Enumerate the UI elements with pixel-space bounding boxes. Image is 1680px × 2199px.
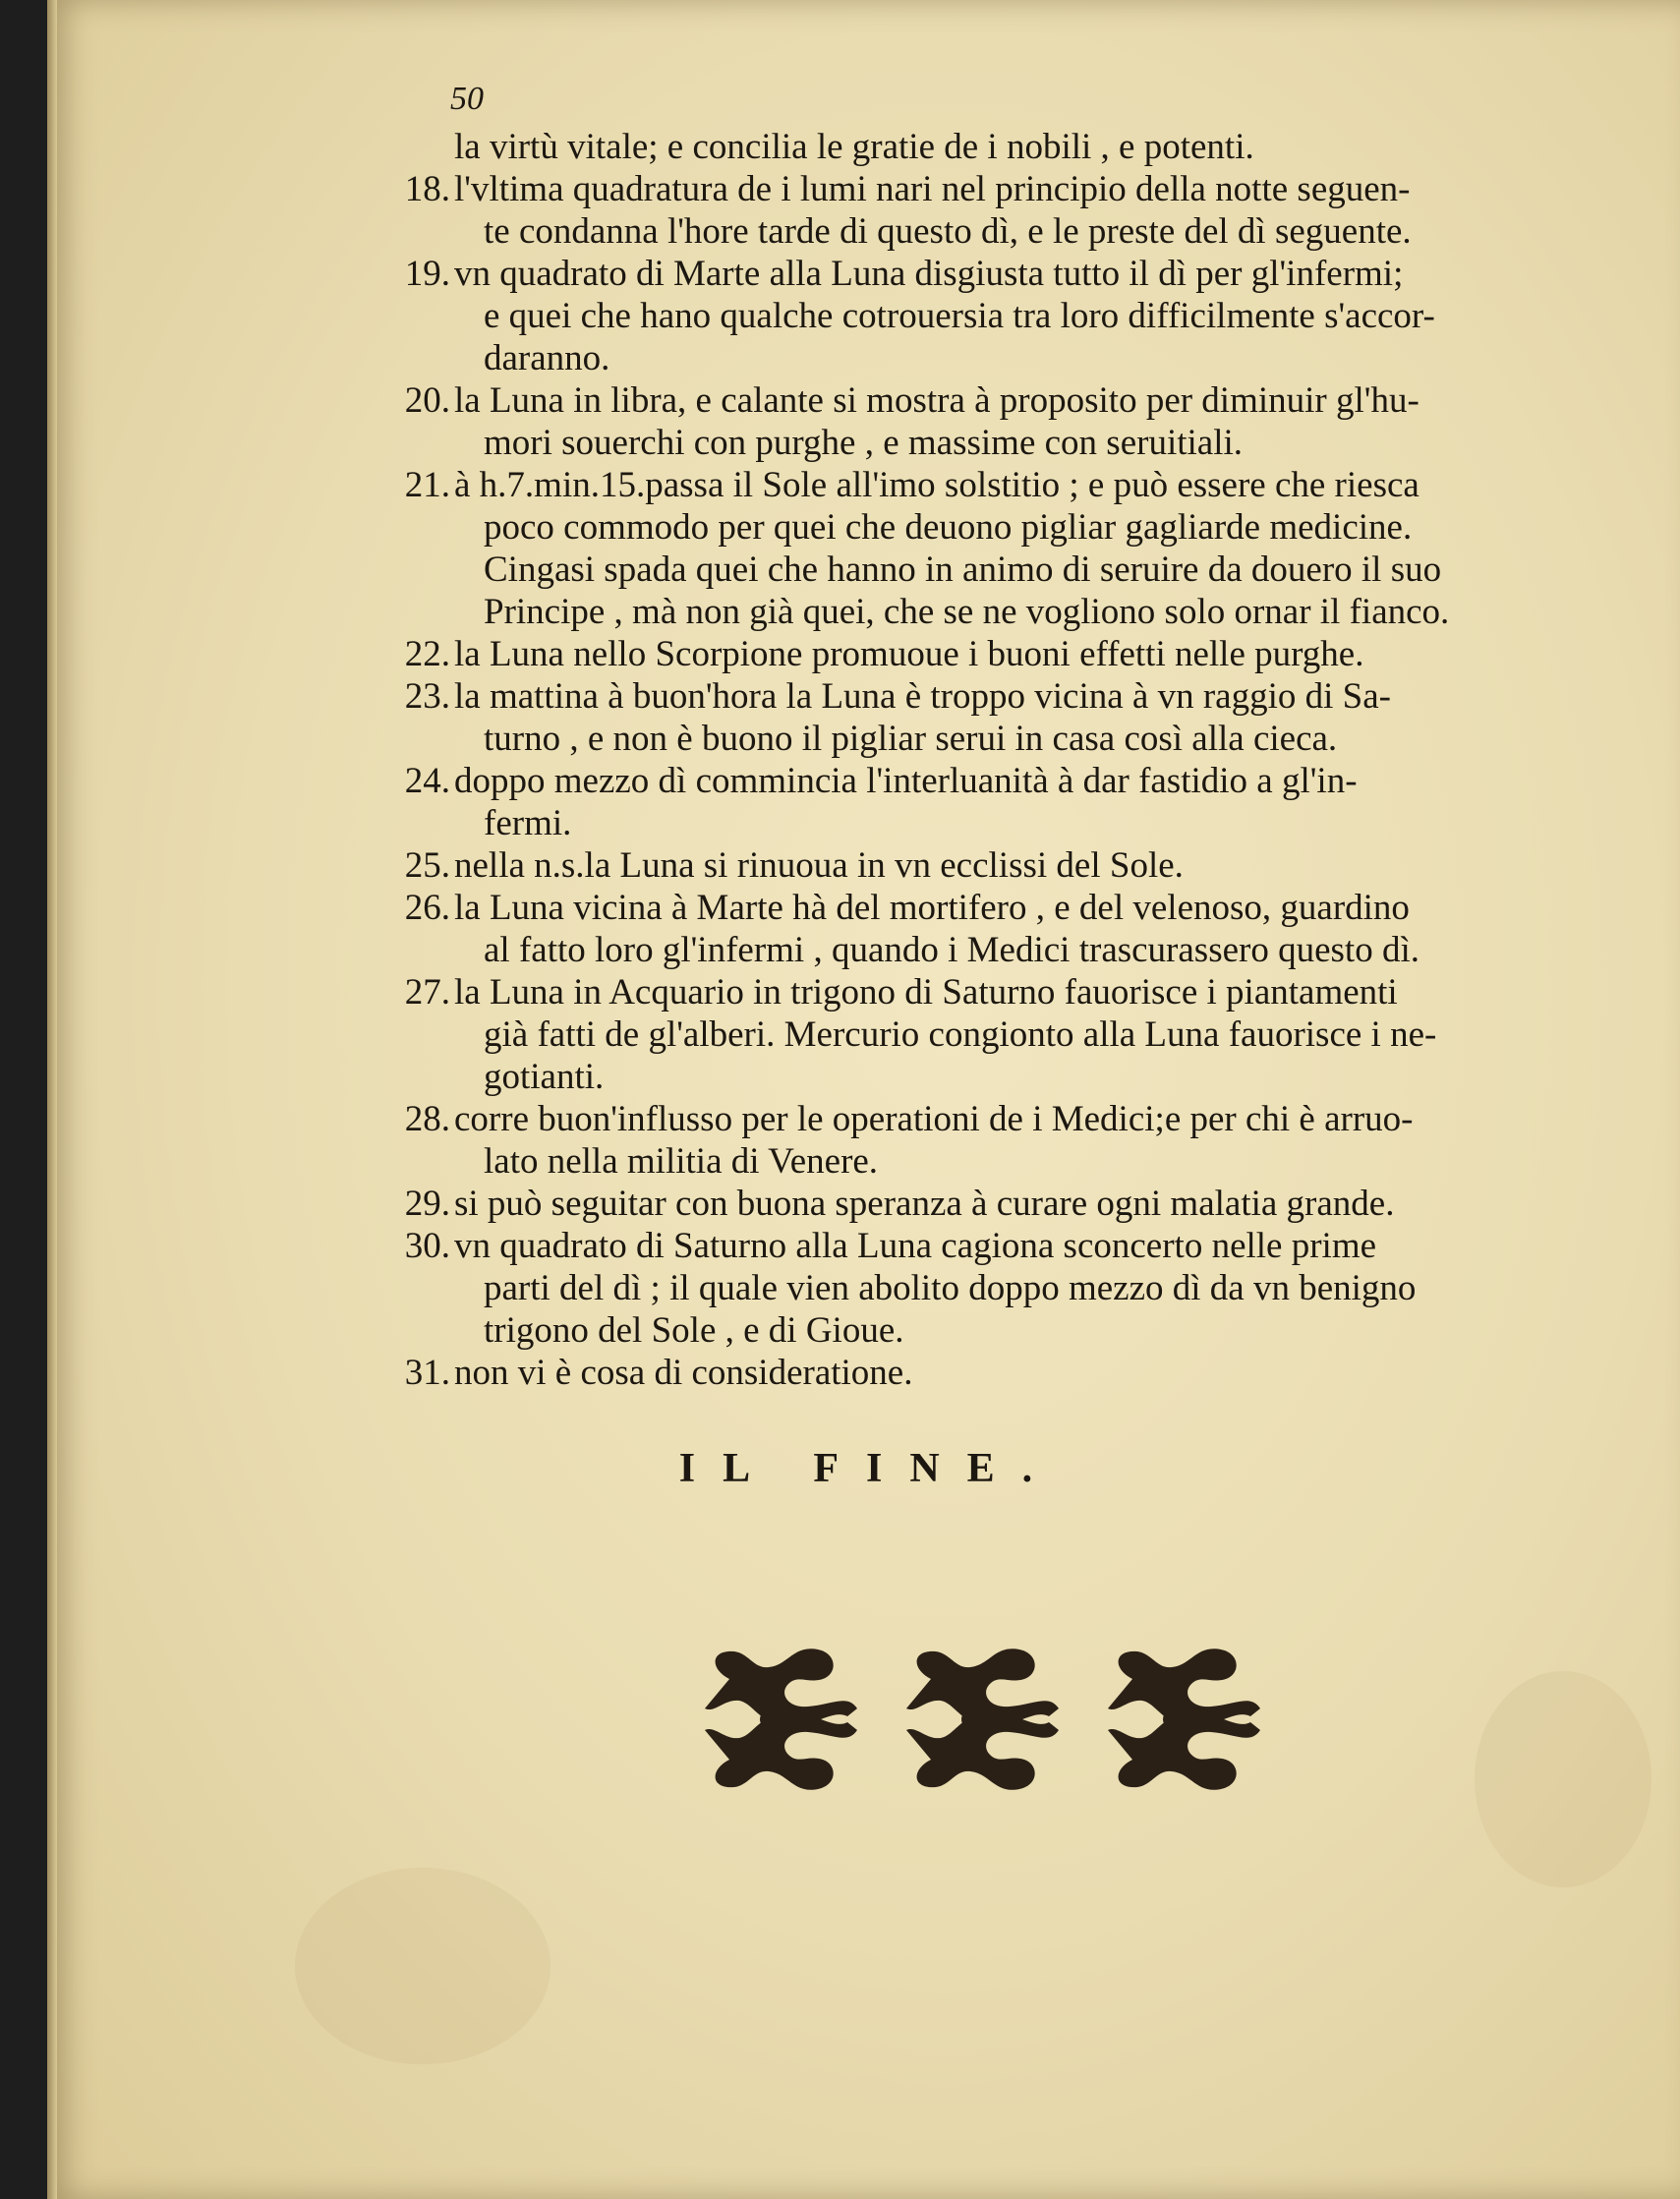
paper-stain	[1475, 1671, 1651, 1887]
entry-text	[454, 675, 1632, 760]
almanac-entry	[393, 379, 1632, 464]
entry-text-line: parti del dì ; il quale vien abolito doppo mezzo dì da vn benigno	[484, 1268, 1417, 1308]
entry-text-line: vn quadrato di Marte alla Luna disgiusta tutto il dì per gl'infermi;	[454, 254, 1404, 294]
entry-day-number: 26.	[404, 888, 450, 928]
intro-line: la virtù vitale; e concilia le gratie de i nobili , e potenti.	[454, 127, 1254, 167]
entry-text-line: trigono del Sole , e di Gioue.	[484, 1310, 904, 1351]
almanac-entry	[393, 844, 1632, 887]
entry-text	[454, 633, 1632, 675]
entry-text-line: poco commodo per quei che deuono pigliar gagliarde medicine.	[484, 507, 1413, 548]
entry-text	[454, 844, 1632, 887]
entry-text-line: e quei che hano qualche cotrouersia tra loro difficilmente s'accor-	[484, 296, 1435, 336]
entry-text	[454, 887, 1632, 971]
almanac-entry	[393, 633, 1632, 675]
entry-day-number: 27.	[404, 972, 450, 1013]
entry-text-line: mori souerchi con purghe , e massime con seruitiali.	[484, 423, 1244, 463]
entry-text-line: Principe , mà non già quei, che se ne vogliono solo ornar il fianco.	[484, 592, 1450, 632]
almanac-entry	[393, 168, 1632, 253]
entry-day-number: 21.	[404, 465, 450, 505]
entry-text-line: non vi è cosa di consideratione.	[454, 1353, 913, 1393]
entry-day-number: 20.	[404, 380, 450, 421]
almanac-entry	[393, 971, 1632, 1098]
entry-day-number: 23.	[404, 676, 450, 717]
ornament-fleuron-right	[1108, 1649, 1260, 1790]
almanac-entry	[393, 464, 1632, 633]
ornament-fleuron-center	[906, 1649, 1059, 1790]
entry-text	[454, 253, 1632, 379]
paper-stain	[295, 1868, 550, 2064]
almanac-entry	[393, 1225, 1632, 1352]
entry-day-number: 28.	[404, 1099, 450, 1139]
entry-text-line: Cingasi spada quei che hanno in animo di seruire da douero il suo	[484, 550, 1442, 590]
entry-text-line: à h.7.min.15.passa il Sole all'imo solstitio ; e può essere che riesca	[454, 465, 1419, 505]
entry-text-line: nella n.s.la Luna si rinuoua in vn ecclissi del Sole.	[454, 845, 1184, 886]
almanac-entry	[393, 887, 1632, 971]
entry-day-number: 18.	[404, 169, 450, 209]
almanac-entry	[393, 760, 1632, 844]
entry-text	[454, 168, 1632, 253]
entry-text-line: l'vltima quadratura de i lumi nari nel principio della notte seguen-	[454, 169, 1411, 209]
almanac-entry	[393, 675, 1632, 760]
entry-text	[454, 379, 1632, 464]
entry-text-line: lato nella militia di Venere.	[484, 1141, 879, 1182]
entry-text-line: la Luna in Acquario in trigono di Saturno fauorisce i piantamenti	[454, 972, 1398, 1013]
entry-text	[454, 1183, 1632, 1225]
entry-day-number: 30.	[404, 1226, 450, 1266]
entry-text-line: la Luna vicina à Marte hà del mortifero , e del velenoso, guardino	[454, 888, 1410, 928]
entry-text-line: si può seguitar con buona speranza à curare ogni malatia grande.	[454, 1184, 1395, 1224]
entry-text	[454, 1352, 1632, 1394]
printers-ornament	[700, 1640, 1270, 1799]
entry-text	[454, 1098, 1632, 1183]
entries-list	[393, 168, 1632, 1394]
entry-text-line: già fatti de gl'alberi. Mercurio congionto alla Luna fauorisce i ne-	[484, 1014, 1437, 1055]
entry-text-line: fermi.	[484, 803, 572, 843]
entry-text	[454, 1225, 1632, 1352]
entry-text	[454, 971, 1632, 1098]
entry-day-number: 31.	[404, 1353, 450, 1393]
entry-day-number: 25.	[404, 845, 450, 886]
almanac-entry	[393, 1098, 1632, 1183]
text-body	[393, 126, 1632, 1394]
entry-text-line: vn quadrato di Saturno alla Luna cagiona sconcerto nelle prime	[454, 1226, 1377, 1266]
almanac-entry	[393, 253, 1632, 379]
entry-text-line: corre buon'influsso per le operationi de i Medici;e per chi è arruo-	[454, 1099, 1414, 1139]
entry-text-line: turno , e non è buono il pigliar serui in casa così alla cieca.	[484, 719, 1338, 759]
almanac-entry	[393, 1352, 1632, 1394]
entry-day-number: 22.	[404, 634, 450, 674]
almanac-entry	[393, 1183, 1632, 1225]
entry-day-number: 19.	[404, 254, 450, 294]
entry-text-line: la mattina à buon'hora la Luna è troppo vicina à vn raggio di Sa-	[454, 676, 1391, 717]
entry-text-line: la Luna in libra, e calante si mostra à proposito per diminuir gl'hu-	[454, 380, 1419, 421]
entry-text-line: la Luna nello Scorpione promuoue i buoni effetti nelle purghe.	[454, 634, 1364, 674]
entry-day-number: 24.	[404, 761, 450, 801]
entry-text-line: te condanna l'hore tarde di questo dì, e le preste del dì seguente.	[484, 211, 1412, 252]
entry-text-line: gotianti.	[484, 1057, 605, 1097]
page-number: 50	[450, 81, 484, 117]
page-gutter-edge	[47, 0, 57, 2199]
entry-text-line: daranno.	[484, 338, 610, 378]
ornament-fleuron-left	[705, 1649, 857, 1790]
entry-text-line: al fatto loro gl'infermi , quando i Medici trascurassero questo dì.	[484, 930, 1419, 970]
entry-text-line: doppo mezzo dì commincia l'interluanità à dar fastidio a gl'in-	[454, 761, 1358, 801]
entry-text	[454, 464, 1632, 633]
entry-day-number: 29.	[404, 1184, 450, 1224]
finis-heading: IL FINE.	[678, 1446, 1061, 1491]
entry-text	[454, 760, 1632, 844]
